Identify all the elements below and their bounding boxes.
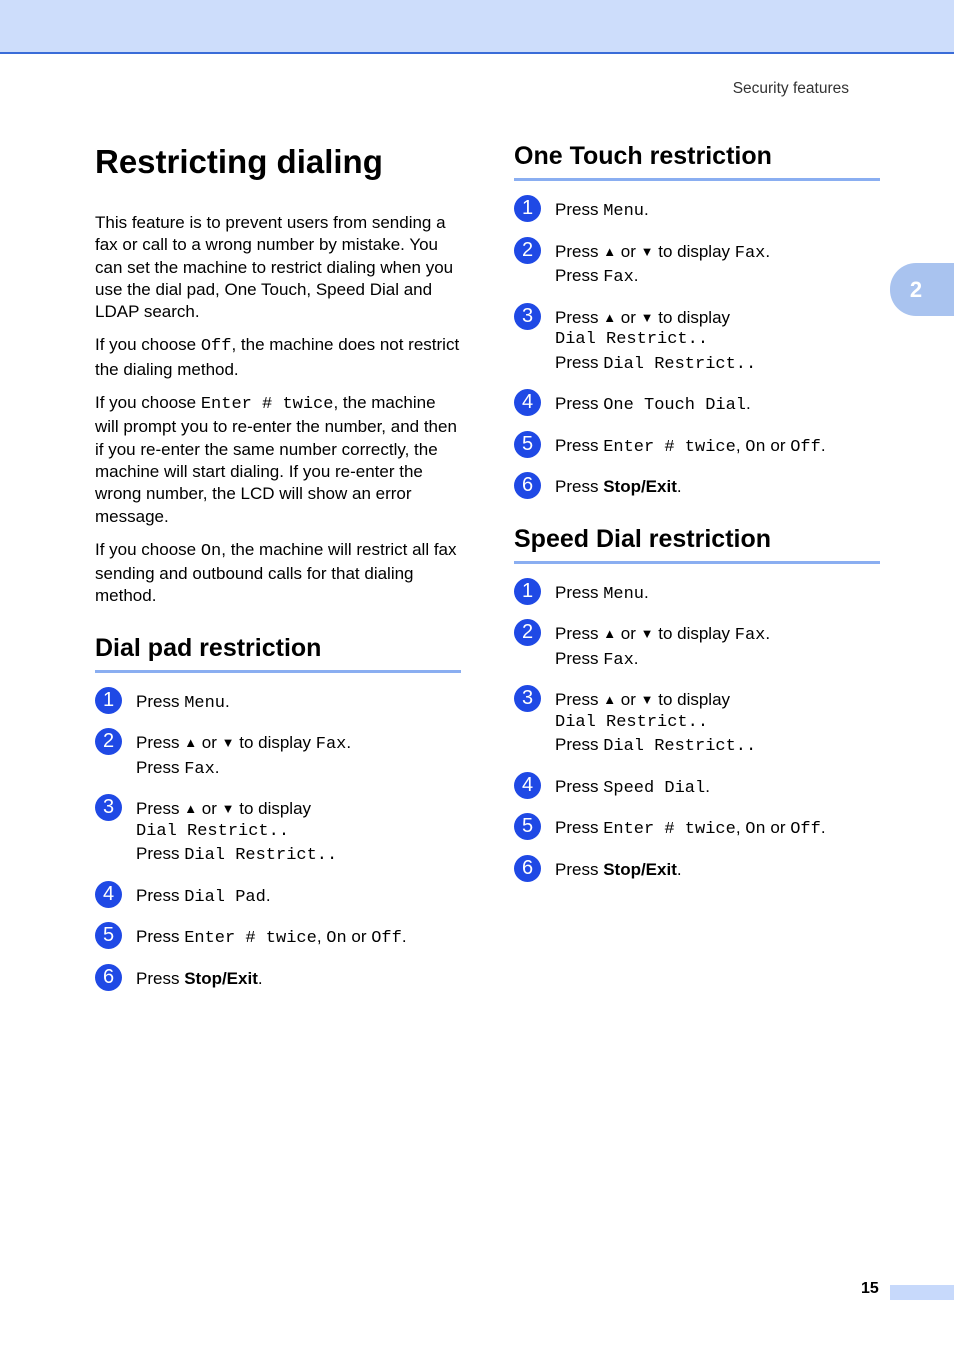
step-number-badge: 4 (514, 772, 541, 799)
step-item: 5 Press Enter # twice, On or Off. (514, 817, 880, 842)
step-item: 6 Press Stop/Exit. (514, 476, 880, 499)
right-column (514, 140, 880, 898)
step-number-badge: 6 (95, 964, 122, 991)
step-item: 3 Press ▲ or ▼ to display Dial Restrict.. Press Dial Restrict.. (514, 307, 880, 377)
step-number-badge: 1 (95, 687, 122, 714)
step-number-badge: 2 (514, 619, 541, 646)
step-item: 6 Press Stop/Exit. (95, 968, 461, 991)
step-number-badge: 3 (514, 303, 541, 330)
down-arrow-icon: ▼ (221, 801, 235, 817)
chapter-tab: 2 (890, 263, 954, 316)
step-item: 4 Press Speed Dial. (514, 776, 880, 801)
speed-dial-section (514, 523, 880, 882)
step-number-badge: 4 (95, 881, 122, 908)
left-column (95, 140, 461, 1007)
step-number-badge: 5 (514, 431, 541, 458)
step-item: 2 Press ▲ or ▼ to display Fax. Press Fax. (514, 623, 880, 672)
step-item: 1 Press Menu. (95, 691, 461, 716)
step-item: 1 Press Menu. (514, 199, 880, 224)
one-touch-section (514, 140, 880, 499)
up-arrow-icon: ▲ (603, 309, 617, 325)
step-number-badge: 2 (514, 237, 541, 264)
up-arrow-icon: ▲ (184, 801, 198, 817)
step-number-badge: 1 (514, 578, 541, 605)
step-number-badge: 6 (514, 472, 541, 499)
down-arrow-icon: ▼ (640, 243, 654, 259)
page-number: 15 (861, 1280, 879, 1297)
step-item: 3 Press ▲ or ▼ to display Dial Restrict.. Press Dial Restrict.. (95, 798, 461, 868)
dial-pad-heading: Dial pad restriction (95, 632, 461, 673)
down-arrow-icon: ▼ (221, 735, 235, 751)
one-touch-heading: One Touch restriction (514, 140, 880, 181)
one-touch-steps (514, 199, 880, 499)
running-head: Security features (732, 80, 849, 97)
step-number-badge: 2 (95, 728, 122, 755)
step-item: 6 Press Stop/Exit. (514, 859, 880, 882)
up-arrow-icon: ▲ (603, 243, 617, 259)
intro-paragraph-4: If you choose On, the machine will restrict all fax sending and outbound calls for that dialing method. (95, 539, 457, 606)
step-number-badge: 4 (514, 389, 541, 416)
step-item: 4 Press One Touch Dial. (514, 393, 880, 418)
step-item: 1 Press Menu. (514, 582, 880, 607)
intro-paragraph-3: If you choose Enter # twice, the machine will prompt you to re-enter the number, and then if you re-enter the same number correctly, the machine will start dialing. If you re-enter the wrong number, the LCD will show an error message. (95, 393, 457, 526)
intro-paragraph-1: This feature is to prevent users from sending a fax or call to a wrong number by mistake. You can set the machine to restrict dialing when you use the dial pad, One Touch, Speed Dial and LDAP search. (95, 213, 454, 322)
down-arrow-icon: ▼ (640, 692, 654, 707)
intro-paragraph-2: If you choose Off, the machine does not restrict the dialing method. (95, 335, 460, 379)
step-number-badge: 5 (95, 922, 122, 949)
page-number-bar (890, 1285, 954, 1300)
step-item: 2 Press ▲ or ▼ to display Fax. Press Fax. (514, 241, 880, 290)
dial-pad-section (95, 632, 461, 991)
speed-dial-heading: Speed Dial restriction (514, 523, 880, 564)
step-item: 2 Press ▲ or ▼ to display Fax. Press Fax. (95, 732, 461, 781)
speed-dial-steps (514, 579, 880, 882)
top-band (0, 0, 954, 54)
step-item: 5 Press Enter # twice, On or Off. (95, 926, 461, 951)
step-number-badge: 6 (514, 855, 541, 882)
step-number-badge: 1 (514, 195, 541, 222)
page-title: Restricting dialing (95, 143, 383, 180)
step-item: 3 Press ▲ or ▼ to display Dial Restrict.. Press Dial Restrict.. (514, 689, 880, 759)
up-arrow-icon: ▲ (603, 626, 617, 641)
down-arrow-icon: ▼ (640, 626, 654, 641)
step-number-badge: 3 (514, 685, 541, 712)
dial-pad-steps (95, 688, 461, 991)
down-arrow-icon: ▼ (640, 309, 654, 325)
up-arrow-icon: ▲ (603, 692, 617, 707)
step-number-badge: 5 (514, 813, 541, 840)
step-item: 5 Press Enter # twice, On or Off. (514, 435, 880, 460)
step-number-badge: 3 (95, 794, 122, 821)
up-arrow-icon: ▲ (184, 735, 198, 751)
step-item: 4 Press Dial Pad. (95, 885, 461, 910)
